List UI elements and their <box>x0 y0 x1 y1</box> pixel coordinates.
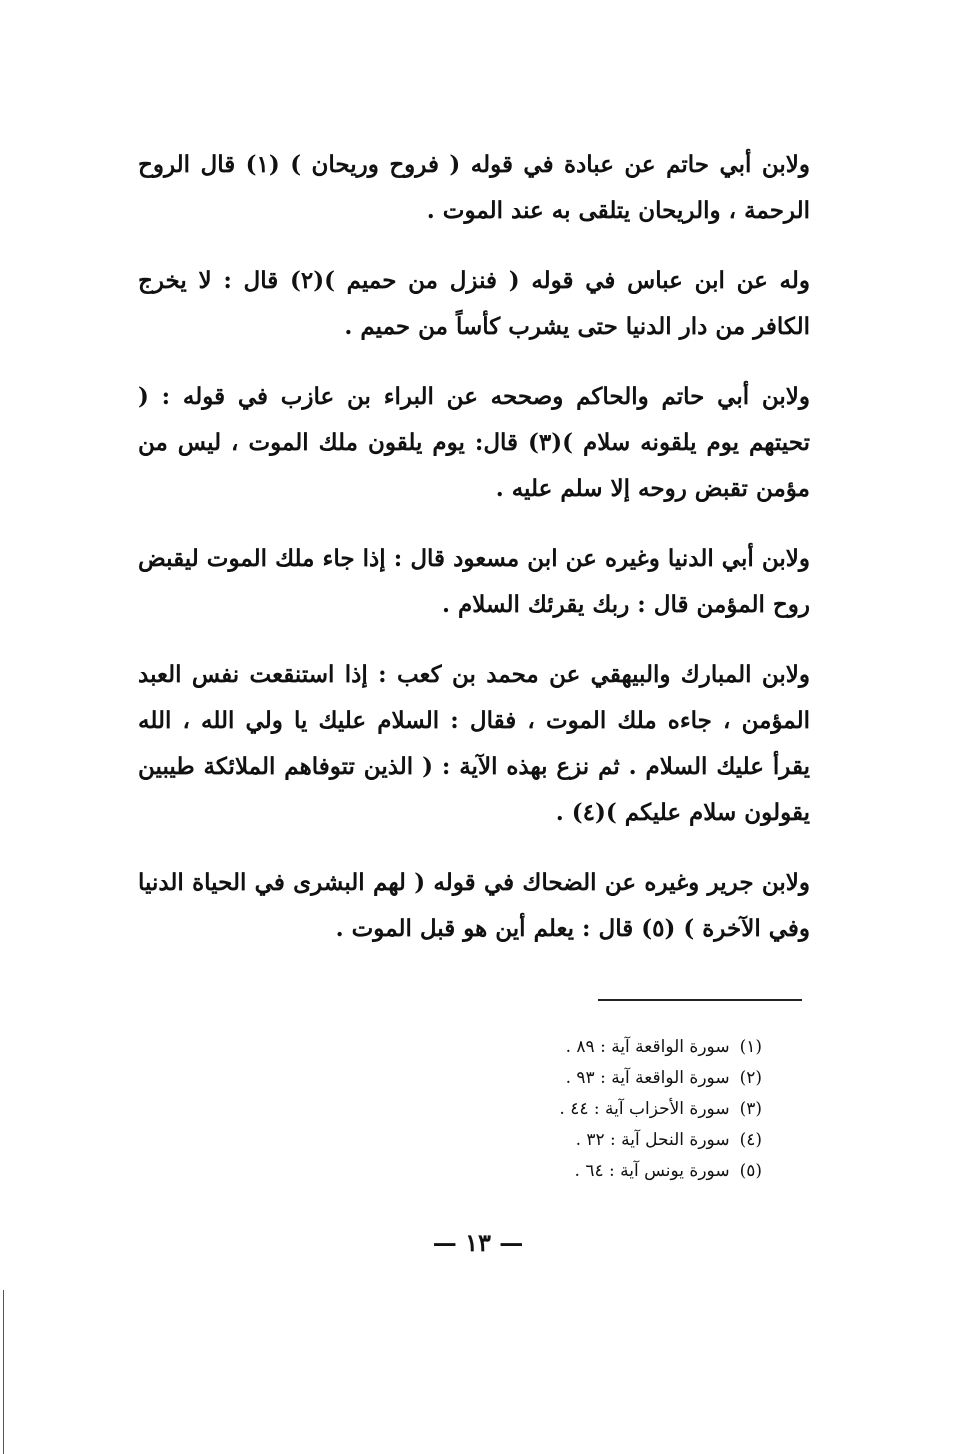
footnote-number: (٢) <box>739 1068 762 1088</box>
footnote-number: (٤) <box>739 1130 762 1150</box>
footnote-item <box>360 1032 762 1063</box>
paragraph-abada: ولابن أبي حاتم عن عبادة في قوله ( فروح وريحان ) (١) قال الروح الرحمة ، والريحان يتلقى به عند الموت . <box>138 151 810 224</box>
footnote-text: سورة الواقعة آية : ٨٩ . <box>565 1037 730 1057</box>
main-text <box>138 142 810 952</box>
footnote-number: (٥) <box>739 1161 762 1181</box>
footnote-text: سورة الواقعة آية : ٩٣ . <box>565 1068 730 1088</box>
footnote-item <box>360 1125 762 1156</box>
footnote-text: سورة النحل آية : ٣٢ . <box>575 1130 730 1150</box>
footnote-item <box>360 1156 762 1187</box>
paragraph-al-dahhak: ولابن جرير وغيره عن الضحاك في قوله ( لهم البشرى في الحياة الدنيا وفي الآخرة ) (٥) قال : يعلم أين هو قبل الموت . <box>138 869 810 942</box>
footnote-number: (١) <box>739 1037 762 1057</box>
paragraph-al-baraa: ولابن أبي حاتم والحاكم وصححه عن البراء بن عازب في قوله : ( تحيتهم يوم يلقونه سلام )(٣) قال: يوم يلقون ملك الموت ، ليس من مؤمن تقبض روحه إلا سلم عليه . <box>138 383 810 502</box>
footnote-item <box>360 1063 762 1094</box>
paragraph-ibn-abbas: وله عن ابن عباس في قوله ( فنزل من حميم )(٢) قال : لا يخرج الكافر من دار الدنيا حتى يشرب كأساً من حميم . <box>138 267 810 340</box>
footnote-item <box>360 1094 762 1125</box>
paragraph-muhammad-bin-kaab: ولابن المبارك والبيهقي عن محمد بن كعب : إذا استنقعت نفس العبد المؤمن ، جاءه ملك الموت ، فقال : السلام عليك يا ولي الله ، الله يقرأ عليك السلام . ثم نزع بهذه الآية : ( الذين تتوفاهم الملائكة طيبين يقولون سلام عليكم )(٤) . <box>138 661 810 826</box>
footnote-separator <box>598 999 802 1001</box>
paragraph-ibn-masud: ولابن أبي الدنيا وغيره عن ابن مسعود قال : إذا جاء ملك الموت ليقبض روح المؤمن قال : ربك يقرئك السلام . <box>138 545 810 618</box>
footnote-number: (٣) <box>739 1099 762 1119</box>
page-number: — ١٣ — <box>432 1228 524 1257</box>
footnote-text: سورة يونس آية : ٦٤ . <box>574 1161 730 1181</box>
footnotes-list <box>360 1032 762 1187</box>
scan-edge-line <box>3 1290 4 1454</box>
footnote-text: سورة الأحزاب آية : ٤٤ . <box>559 1099 730 1119</box>
